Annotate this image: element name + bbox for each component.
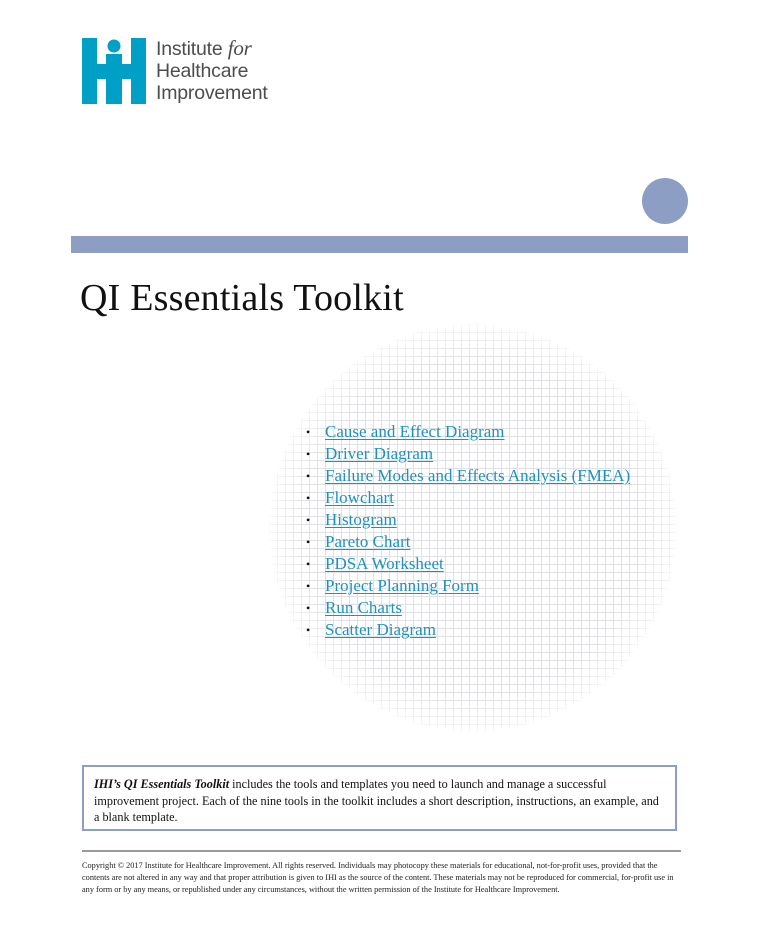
tool-list-item bbox=[306, 575, 630, 597]
tool-list-item bbox=[306, 443, 630, 465]
summary-box bbox=[82, 765, 677, 831]
tool-list-item bbox=[306, 531, 630, 553]
copyright-notice: Copyright © 2017 Institute for Healthcare Improvement. All rights reserved. Individuals may photocopy these materials for educational, not-for-profit uses, provided that the contents are not altered in any way and that proper attribution is given to IHI as the source of the content. These materials may not be reproduced for commercial, for-profit use in any form or by any means, or republished under any circumstances, without the written permission of the Institute for Healthcare Improvement. bbox=[82, 861, 674, 894]
ihi-logo-icon bbox=[82, 38, 146, 104]
tool-link[interactable]: Failure Modes and Effects Analysis (FMEA) bbox=[325, 466, 631, 485]
tool-list-item bbox=[306, 553, 630, 575]
ihi-wordmark bbox=[156, 37, 268, 104]
tool-link[interactable]: Scatter Diagram bbox=[325, 620, 436, 639]
tool-link[interactable]: Flowchart bbox=[325, 488, 394, 507]
tool-list-item bbox=[306, 597, 630, 619]
bullet-icon: • bbox=[306, 557, 311, 571]
tool-list-item bbox=[306, 619, 630, 641]
tool-list-item bbox=[306, 465, 630, 487]
tool-link-list bbox=[306, 421, 630, 641]
tool-link[interactable]: Pareto Chart bbox=[325, 532, 411, 551]
bullet-icon: • bbox=[306, 535, 311, 549]
bullet-icon: • bbox=[306, 425, 311, 439]
summary-title: IHI’s QI Essentials Toolkit bbox=[94, 777, 230, 791]
tool-link[interactable]: Driver Diagram bbox=[325, 444, 434, 463]
bullet-icon: • bbox=[306, 601, 311, 615]
logo-line1: Institute bbox=[156, 38, 223, 60]
ihi-logo bbox=[82, 38, 292, 108]
bullet-icon: • bbox=[306, 623, 311, 637]
logo-line2: Healthcare bbox=[156, 60, 249, 82]
tool-list-item bbox=[306, 509, 630, 531]
bullet-icon: • bbox=[306, 579, 311, 593]
tool-link[interactable]: Project Planning Form bbox=[325, 576, 479, 595]
tool-list-item bbox=[306, 487, 630, 509]
tool-link[interactable]: PDSA Worksheet bbox=[325, 554, 444, 573]
decorative-circle bbox=[642, 178, 688, 224]
summary-text: includes the tools and templates you need to launch and manage a successful improvement project. Each of the nine tools in the toolkit includes a short description, instructions, an example, and a blank template. bbox=[94, 777, 659, 824]
tool-link[interactable]: Run Charts bbox=[325, 598, 402, 617]
header-divider-bar bbox=[71, 236, 688, 253]
page-title: QI Essentials Toolkit bbox=[80, 277, 404, 319]
bullet-icon: • bbox=[306, 513, 311, 527]
bullet-icon: • bbox=[306, 491, 311, 505]
bullet-icon: • bbox=[306, 469, 311, 483]
logo-line3: Improvement bbox=[156, 82, 268, 104]
tool-link[interactable]: Histogram bbox=[325, 510, 397, 529]
tool-list-item bbox=[306, 421, 630, 443]
tool-link[interactable]: Cause and Effect Diagram bbox=[325, 422, 505, 441]
bullet-icon: • bbox=[306, 447, 311, 461]
footer-rule bbox=[82, 850, 681, 852]
logo-line1-italic: for bbox=[227, 36, 252, 60]
